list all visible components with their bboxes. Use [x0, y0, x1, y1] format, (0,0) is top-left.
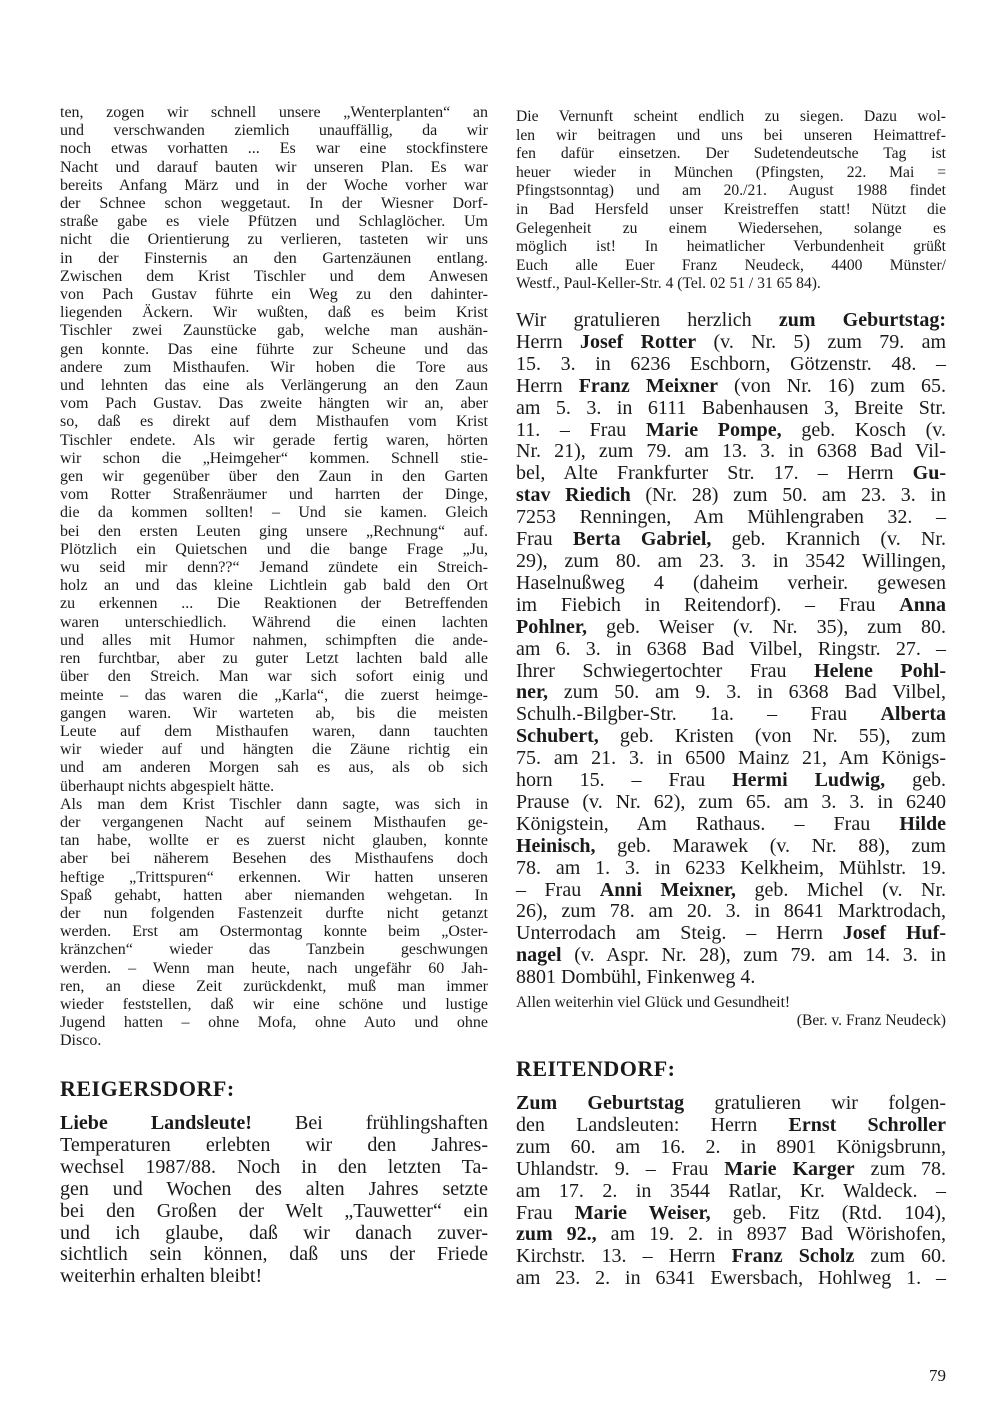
text-segment: Zwischen dem Krist Tischler und dem Anwesen	[60, 267, 488, 285]
text-line	[60, 432, 488, 450]
text-line	[516, 1203, 946, 1225]
text-line	[60, 1223, 488, 1245]
text-line	[60, 304, 488, 322]
text-segment: kränzchen“ wieder das Tanzbein geschwungen	[60, 941, 488, 959]
text-segment: und lehnten das eine als Verlängerung an den Zaun	[60, 377, 488, 395]
bold-name: Schubert,	[516, 725, 599, 748]
text-segment: heftige „Trittspuren“ erkennen. Wir hatten unseren	[60, 868, 488, 886]
text-line	[516, 967, 946, 989]
text-line	[516, 441, 946, 463]
text-line	[516, 573, 946, 595]
text-segment: noch etwas vorhatten ... Es war eine stockfinstere	[60, 140, 488, 158]
text-segment: gen und Wochen des alten Jahres setzte	[60, 1177, 488, 1200]
text-line	[60, 1113, 488, 1135]
text-segment: liegenden Äckern. Wir wußten, daß es beim Krist	[60, 304, 488, 322]
text-line	[60, 1266, 488, 1288]
text-segment: den Landsleuten: Herrn	[516, 1113, 789, 1136]
text-segment: ten, zogen wir schnell unsere „Wenterplanten“ an	[60, 104, 488, 121]
text-segment: wir wieder auf und hängten die Zäune richtig ein	[60, 741, 488, 759]
text-line	[516, 127, 946, 146]
text-segment: weiterhin erhalten bleibt!	[60, 1265, 263, 1288]
text-segment: meinte – das waren die „Karla“, die zuerst heimge-	[60, 686, 488, 704]
text-segment: Schulh.-Bilgber-Str. 1a. – Frau	[516, 703, 881, 726]
text-line	[516, 836, 946, 858]
text-segment: 15. 3. in 6236 Eschborn, Götzenstr. 48. –	[516, 352, 946, 375]
text-segment: bereits Anfang März und in der Woche vorher war	[60, 176, 488, 194]
bold-name: stav Riedich	[516, 484, 631, 507]
text-line	[516, 792, 946, 814]
text-line	[516, 617, 946, 639]
bold-name: Helene Pohl-	[814, 659, 946, 682]
text-line	[516, 858, 946, 880]
text-segment: der nun folgenden Fastenzeit durfte nicht getanzt	[60, 904, 488, 922]
text-segment: und verschwanden ziemlich unauffällig, da wir	[60, 122, 488, 140]
bold-name: Gu-	[912, 462, 946, 485]
text-line	[60, 850, 488, 868]
text-segment: Königstein, Am Rathaus. – Frau	[516, 812, 900, 835]
text-line	[516, 901, 946, 923]
text-line	[60, 905, 488, 923]
text-segment: der Schnee schon weggetaut. In der Wiesner Dorf-	[60, 195, 488, 213]
text-line	[516, 748, 946, 770]
text-segment: heuer wieder in München (Pfingsten, 22. Mai =	[516, 163, 946, 181]
text-line	[516, 726, 946, 748]
text-segment: geb. Michel (v. Nr.	[735, 878, 946, 901]
text-segment: – Frau	[516, 878, 600, 901]
text-line	[60, 122, 488, 140]
text-segment: so, daß es direkt auf dem Misthaufen vom Krist	[60, 413, 488, 431]
left-story-text	[60, 104, 488, 1051]
text-line	[516, 639, 946, 661]
text-segment: Als man dem Krist Tischler dann sagte, was sich in	[60, 795, 488, 813]
text-segment: Tischler zwei Zaunstücke gab, welche man aushän-	[60, 322, 488, 340]
text-line	[60, 960, 488, 978]
text-line	[516, 1181, 946, 1203]
text-segment: len wir beitragen und uns bei unseren Heimattref-	[516, 126, 946, 144]
text-segment: Tischler endete. Als wir gerade fertig waren, hörten	[60, 431, 488, 449]
text-segment: Kirchstr. 13. – Herrn	[516, 1245, 732, 1268]
text-segment: fen dafür einsetzen. Der Sudetendeutsche Tag ist	[516, 145, 946, 163]
text-line	[60, 541, 488, 559]
text-segment: und alles mit Humor nahmen, schimpften die ande-	[60, 631, 488, 649]
text-segment: Ihrer Schwiegertochter Frau	[516, 659, 815, 682]
text-segment: Herrn	[516, 374, 579, 397]
text-line	[516, 1224, 946, 1246]
text-line	[516, 814, 946, 836]
text-line	[516, 923, 946, 945]
text-line	[60, 668, 488, 686]
text-segment: in der Finsternis an den Gartenzäunen entlang.	[60, 249, 488, 267]
text-segment: Haselnußweg 4 (daheim verheir. gewesen	[516, 571, 946, 594]
text-segment: und ich glaube, daß wir danach zuver-	[60, 1221, 488, 1244]
text-line	[60, 741, 488, 759]
right-intro-text	[516, 108, 946, 294]
text-line	[60, 978, 488, 996]
text-line	[60, 140, 488, 158]
text-segment: Nr. 21), zum 79. am 13. 3. in 6368 Bad Vil-	[516, 440, 946, 463]
text-segment: geb.	[885, 769, 946, 792]
text-line	[516, 420, 946, 442]
text-line	[60, 687, 488, 705]
text-segment: wir schon die „Heimgeher“ kommen. Schnell stie-	[60, 449, 488, 467]
bold-name: Josef Huf-	[842, 922, 946, 945]
text-segment: geb. Weiser (v. Nr. 35), zum 80.	[586, 615, 946, 638]
text-segment: geb. Marawek (v. Nr. 88), zum	[595, 834, 946, 857]
birthday-list	[516, 310, 946, 989]
bold-name: nagel	[516, 944, 562, 967]
text-segment: waren unterschiedlich. Während die einen lachten	[60, 613, 488, 631]
text-segment: bei den ersten Leuten ging unsere „Rechnung“ auf.	[60, 522, 488, 540]
text-line	[60, 450, 488, 468]
text-segment: andere zum Misthaufen. Wir hoben die Tore aus	[60, 358, 488, 376]
text-line	[516, 1268, 946, 1290]
text-line	[60, 632, 488, 650]
reigersdorf-heading: REIGERSDORF:	[60, 1076, 235, 1101]
text-segment: aber bei näherem Besehen des Misthaufens doch	[60, 850, 488, 868]
text-line	[516, 398, 946, 420]
text-segment: Unterrodach am Steig. – Herrn	[516, 922, 843, 945]
text-line	[60, 341, 488, 359]
text-line	[60, 814, 488, 832]
text-segment: werden. – Wenn man heute, nach ungefähr 60 Jah-	[60, 959, 488, 977]
text-line	[516, 310, 946, 332]
text-segment: am 5. 3. in 6111 Babenhausen 3, Breite Str.	[516, 396, 946, 419]
text-line	[60, 996, 488, 1014]
text-segment: geb. Kosch (v.	[781, 418, 946, 441]
bold-name: zum 92.,	[516, 1223, 597, 1246]
text-line	[60, 1201, 488, 1223]
bold-name: Hermi Ludwig,	[732, 769, 886, 792]
text-segment: straße gabe es viele Pfützen und Schlaglöcher. Um	[60, 213, 488, 231]
text-segment: Uhlandstr. 9. – Frau	[516, 1157, 725, 1180]
text-segment: werden. Erst am Ostermontag konnte beim „Oster-	[60, 923, 488, 941]
text-line	[60, 705, 488, 723]
text-segment: gratulieren wir folgen-	[684, 1092, 946, 1114]
text-line	[60, 104, 488, 122]
text-segment: geb. Kristen (von Nr. 55), zum	[598, 725, 946, 748]
text-line	[60, 486, 488, 504]
text-line	[516, 257, 946, 276]
text-line	[516, 332, 946, 354]
text-segment: überhaupt nichts abgespielt hätte.	[60, 777, 275, 795]
text-segment: Herrn	[516, 330, 580, 353]
text-segment: 8801 Dombühl, Finkenweg 4.	[516, 966, 756, 989]
text-line	[516, 182, 946, 201]
text-segment: tan habe, wollte er es zuerst nicht glauben, konnte	[60, 832, 488, 850]
text-segment: wieder feststellen, daß wir eine schöne und lustige	[60, 995, 488, 1013]
text-segment: am 23. 2. in 6341 Ewersbach, Hohlweg 1. –	[516, 1267, 946, 1290]
text-line	[60, 523, 488, 541]
text-segment: bel, Alte Frankfurter Str. 17. – Herrn	[516, 462, 913, 485]
text-line	[516, 595, 946, 617]
text-line	[516, 354, 946, 376]
text-line	[516, 551, 946, 573]
text-line	[516, 507, 946, 529]
text-segment: wu seid mir denn??“ Jemand zündete ein Streich-	[60, 559, 488, 577]
text-segment: Westf., Paul-Keller-Str. 4 (Tel. 02 51 / 31 65 84).	[516, 275, 821, 293]
bold-name: zum Geburtstag:	[778, 309, 946, 331]
text-segment: vom Rotter Straßenräumer und harrten der Dinge,	[60, 486, 488, 504]
text-line	[516, 1246, 946, 1268]
text-line	[60, 250, 488, 268]
reigersdorf-text	[60, 1113, 488, 1288]
text-line	[516, 485, 946, 507]
text-segment: Frau	[516, 528, 573, 551]
text-segment: ren furchtbar, aber zu guter Letzt lachten bald alle	[60, 650, 488, 668]
text-line	[60, 1157, 488, 1179]
bold-name: Ernst Schroller	[788, 1113, 946, 1136]
bold-name: Anna	[899, 593, 946, 616]
text-line	[516, 275, 946, 294]
text-segment: am 6. 3. in 6368 Bad Vilbel, Ringstr. 27. –	[516, 637, 946, 660]
text-line	[60, 413, 488, 431]
text-segment: Euch alle Euer Franz Neudeck, 4400 Münster/	[516, 256, 946, 274]
bold-name: Heinisch,	[516, 834, 596, 857]
text-line	[516, 1159, 946, 1181]
bold-name: Berta Gabriel,	[572, 528, 712, 551]
text-segment: horn 15. – Frau	[516, 769, 733, 792]
text-line	[60, 577, 488, 595]
text-segment: Gelegenheit zu einem Wiedersehen, solange es	[516, 219, 946, 237]
text-line	[60, 614, 488, 632]
reitendorf-heading: REITENDORF:	[516, 1056, 676, 1081]
text-segment: zum 60. am 16. 2. in 8901 Königsbrunn,	[516, 1135, 946, 1158]
text-segment: am 17. 2. in 3544 Ratlar, Kr. Waldeck. –	[516, 1179, 946, 1202]
text-segment: am 19. 2. in 8937 Bad Wörishofen,	[596, 1223, 946, 1246]
text-segment: ren, an diese Zeit zurückdenkt, muß man immer	[60, 977, 488, 995]
text-line	[60, 796, 488, 814]
text-line	[516, 164, 946, 183]
text-line	[60, 195, 488, 213]
text-segment: (Nr. 28) zum 50. am 23. 3. in	[630, 484, 947, 507]
text-line	[60, 322, 488, 340]
text-segment: nicht die Orientierung zu verlieren, tasteten wir uns	[60, 231, 488, 249]
text-line	[516, 704, 946, 726]
text-segment: Temperaturen erlebten wir den Jahres-	[60, 1133, 488, 1156]
text-line	[60, 778, 488, 796]
text-line	[516, 108, 946, 127]
text-line	[60, 1244, 488, 1266]
text-segment: 11. – Frau	[516, 418, 646, 441]
text-line	[60, 941, 488, 959]
text-segment: zum 60.	[854, 1245, 947, 1268]
text-segment: sichtlich sein können, daß uns der Friede	[60, 1243, 488, 1266]
reitendorf-birthday-text	[516, 1093, 946, 1290]
text-segment: wechsel 1987/88. Noch in den letzten Ta-	[60, 1155, 488, 1178]
text-line	[60, 1032, 488, 1050]
bold-name: Marie Karger	[724, 1157, 855, 1180]
text-segment: bei den Großen der Welt „Tauwetter“ ein	[60, 1199, 488, 1222]
text-segment: im Fiebich in Reitendorf). – Frau	[516, 593, 900, 616]
text-line	[516, 682, 946, 704]
text-segment: zum 78.	[854, 1157, 947, 1180]
text-segment: Disco.	[60, 1032, 102, 1050]
text-segment: Pfingstsonntag) und am 20./21. August 1988 findet	[516, 182, 946, 200]
bold-name: Marie Weiser,	[574, 1201, 711, 1224]
bold-name: Zum Geburtstag	[516, 1092, 685, 1114]
text-segment: möglich ist! In heimatlicher Verbundenheit grüßt	[516, 238, 946, 256]
bold-name: Franz Scholz	[731, 1245, 855, 1268]
text-line	[60, 359, 488, 377]
text-segment: gen konnte. Das eine führte zur Scheune und das	[60, 340, 488, 358]
text-line	[516, 945, 946, 967]
bold-name: Alberta	[880, 703, 946, 726]
text-segment: gen wir gegenüber über den Zaun in den Garten	[60, 468, 488, 486]
text-line	[60, 1135, 488, 1157]
text-line	[516, 880, 946, 902]
text-line	[60, 268, 488, 286]
text-line	[516, 376, 946, 398]
text-line	[516, 661, 946, 683]
text-segment: in Bad Hersfeld unser Kreistreffen statt! Nützt die	[516, 200, 946, 218]
text-segment: gangen waren. Wir warteten ab, bis die meisten	[60, 704, 488, 722]
text-segment: (v. Aspr. Nr. 28), zum 79. am 14. 3. in	[561, 944, 946, 967]
text-segment: vom Pach Gustav. Das zweite hängten wir an, aber	[60, 395, 488, 413]
text-line	[60, 759, 488, 777]
text-line	[516, 145, 946, 164]
text-segment: (v. Nr. 5) zum 79. am	[696, 330, 946, 353]
bold-name: Pohlner,	[516, 615, 587, 638]
text-segment: Wir gratulieren herzlich	[516, 309, 779, 331]
text-line	[60, 869, 488, 887]
text-line	[516, 770, 946, 792]
text-segment: Leute auf dem Misthaufen waren, dann tauchten	[60, 722, 488, 740]
text-segment: Plötzlich ein Quietschen und die bange Frage „Ju,	[60, 540, 488, 558]
bold-name: Franz Meixner	[578, 374, 719, 397]
text-segment: die da kommen sollten! – Und sie kamen. Gleich	[60, 504, 488, 522]
text-line	[516, 1137, 946, 1159]
bold-name: Liebe Landsleute!	[60, 1112, 252, 1134]
text-line	[516, 238, 946, 257]
text-line	[516, 220, 946, 239]
text-segment: der vergangenen Nacht auf seinem Misthaufen ge-	[60, 813, 488, 831]
text-segment: Bei frühlingshaften	[251, 1112, 488, 1134]
text-segment: und am anderen Morgen sah es aus, als ob sich	[60, 759, 488, 777]
text-line	[60, 723, 488, 741]
text-line	[60, 213, 488, 231]
text-line	[60, 286, 488, 304]
text-line	[60, 887, 488, 905]
text-line	[516, 1093, 946, 1115]
text-segment: zu erkennen ... Die Reaktionen der Betreffenden	[60, 595, 488, 613]
text-line	[516, 201, 946, 220]
text-line	[60, 559, 488, 577]
text-segment: 29), zum 80. am 23. 3. in 3542 Willingen,	[516, 549, 946, 572]
text-segment: 26), zum 78. am 20. 3. in 8641 Marktrodach,	[516, 900, 946, 923]
text-segment: Frau	[516, 1201, 575, 1224]
text-line	[516, 529, 946, 551]
text-line	[60, 395, 488, 413]
text-segment: zum 50. am 9. 3. in 6368 Bad Vilbel,	[548, 681, 946, 704]
bold-name: Josef Rotter	[579, 330, 697, 353]
text-segment: 75. am 21. 3. in 6500 Mainz 21, Am Königs-	[516, 747, 946, 770]
text-line	[60, 923, 488, 941]
bold-name: Marie Pompe,	[645, 418, 782, 441]
text-line	[60, 595, 488, 613]
text-segment: von Pach Gustav führte ein Weg zu den dahinter-	[60, 286, 488, 304]
text-line	[60, 377, 488, 395]
text-segment: geb. Krannich (v. Nr.	[711, 528, 946, 551]
text-segment: Jugend hatten – ohne Mofa, ohne Auto und ohne	[60, 1014, 488, 1032]
bold-name: ner,	[516, 681, 549, 704]
text-segment: holz an und das kleine Lichtlein gab bald den Ort	[60, 577, 488, 595]
text-segment: Prause (v. Nr. 62), zum 65. am 3. 3. in 6240	[516, 790, 946, 813]
page-number: 79	[929, 1366, 946, 1385]
text-line	[60, 1179, 488, 1201]
text-line	[60, 650, 488, 668]
text-line	[60, 832, 488, 850]
text-line	[60, 231, 488, 249]
text-line	[516, 463, 946, 485]
text-segment: geb. Fitz (Rtd. 104),	[710, 1201, 946, 1224]
text-line	[516, 1115, 946, 1137]
bold-name: Anni Meixner,	[599, 878, 736, 901]
text-line	[60, 468, 488, 486]
text-segment: Die Vernunft scheint endlich zu siegen. Dazu wol-	[516, 108, 946, 125]
text-segment: 7253 Renningen, Am Mühlengraben 32. –	[516, 506, 946, 529]
text-line	[60, 504, 488, 522]
text-segment: über den Streich. Man war sich sofort einig und	[60, 668, 488, 686]
text-segment: (von Nr. 16) zum 65.	[718, 374, 946, 397]
bold-name: Hilde	[899, 812, 946, 835]
closing-wishes: Allen weiterhin viel Glück und Gesundheit!	[516, 994, 791, 1011]
text-segment: Spaß gehabt, hatten aber niemanden wehgetan. In	[60, 886, 488, 904]
text-segment: 78. am 1. 3. in 6233 Kelkheim, Mühlstr. 19.	[516, 856, 946, 879]
text-line	[60, 1014, 488, 1032]
report-signature: (Ber. v. Franz Neudeck)	[796, 1012, 946, 1029]
text-line	[60, 177, 488, 195]
text-line	[60, 159, 488, 177]
text-segment: Nacht und darauf bauten wir unseren Plan. Es war	[60, 158, 488, 176]
